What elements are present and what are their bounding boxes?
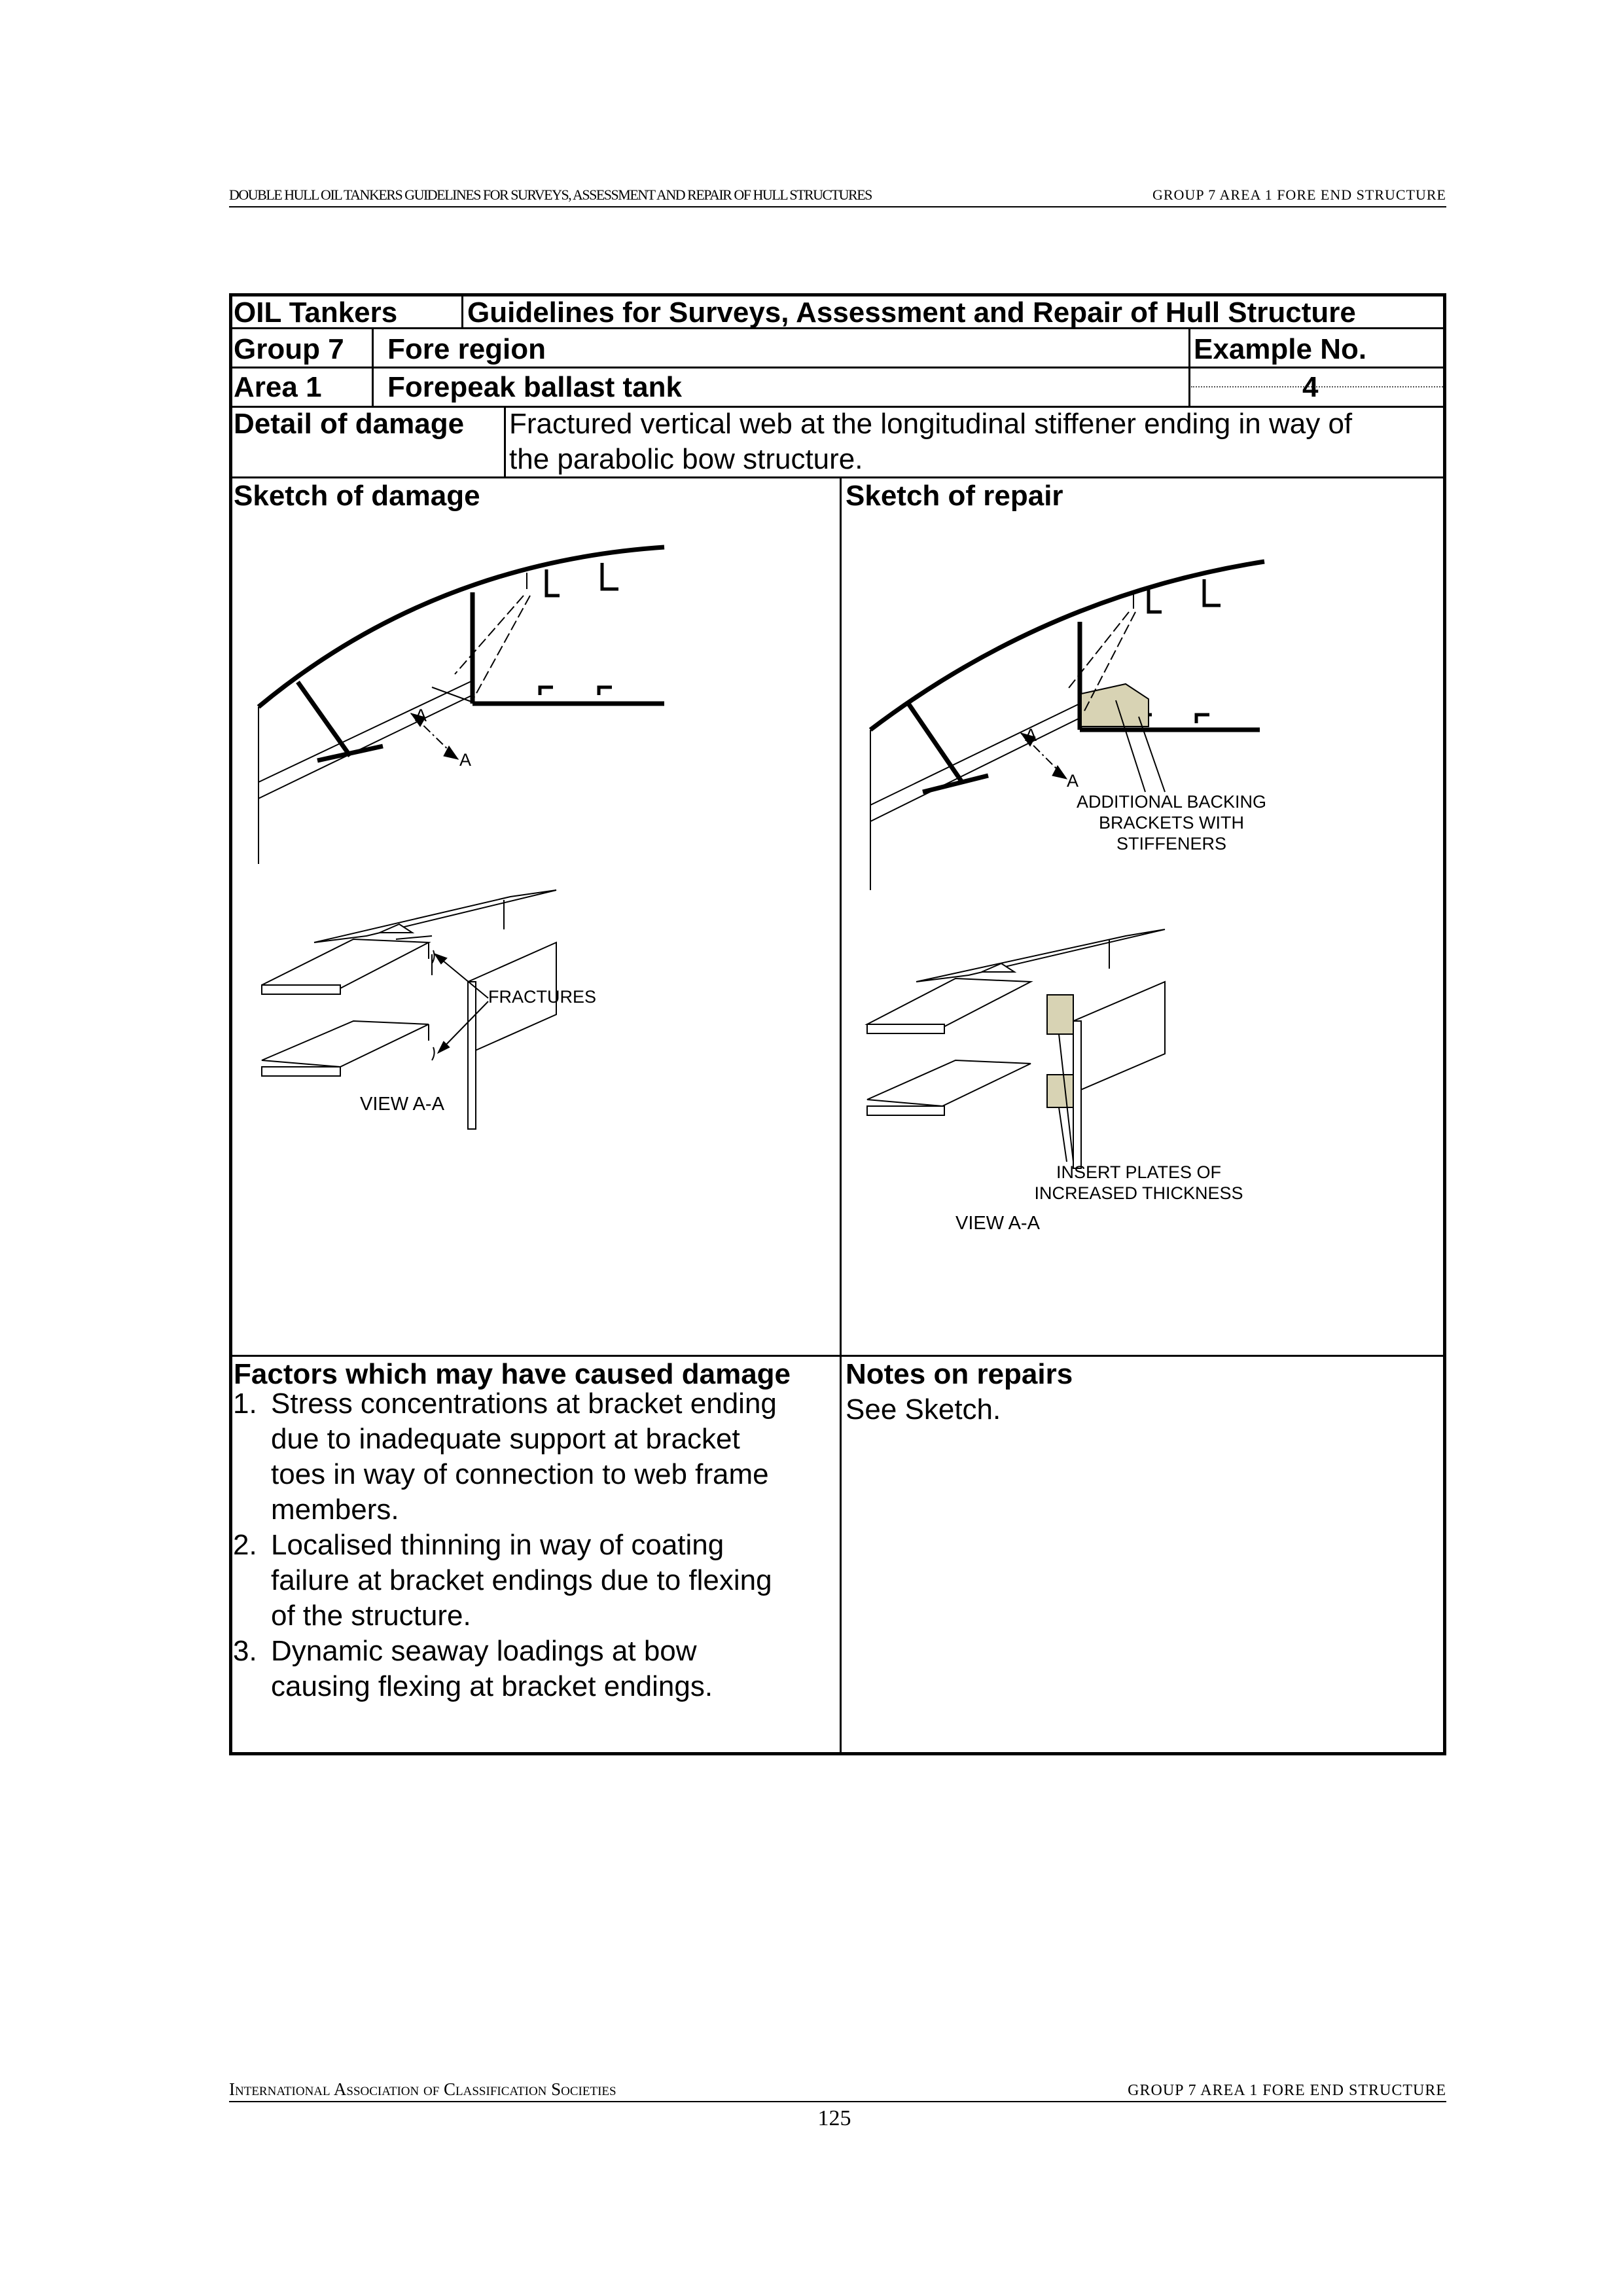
table-rule — [840, 476, 842, 1755]
list-item-line: failure at bracket endings due to flexing — [271, 1564, 772, 1596]
detail-text-line: Fractured vertical web at the longitudinal stiffener ending in way of — [509, 408, 1353, 440]
example-number: 4 — [1302, 371, 1319, 403]
view-aa-label: VIEW A-A — [360, 1094, 444, 1115]
list-item-line: Localised thinning in way of coating — [271, 1529, 724, 1561]
backing-brackets-label: ADDITIONAL BACKING — [1076, 792, 1267, 812]
detail-text-line: the parabolic bow structure. — [509, 443, 863, 475]
detail-label: Detail of damage — [234, 408, 465, 440]
table-rule — [229, 367, 1446, 368]
table-rule — [504, 406, 506, 478]
section-mark-label: A — [1067, 771, 1079, 791]
table-rule — [229, 1355, 1446, 1357]
area-label: Area 1 — [234, 371, 322, 403]
fractures-label: FRACTURES — [488, 987, 597, 1007]
list-item — [233, 1634, 777, 1704]
list-item-number: 1. — [233, 1388, 257, 1420]
list-item-number: 3. — [233, 1635, 257, 1667]
section-mark-label: A — [1025, 725, 1037, 745]
view-aa-label: VIEW A-A — [955, 1213, 1040, 1234]
page-header — [229, 187, 1446, 207]
area-value: Forepeak ballast tank — [387, 371, 682, 403]
backing-brackets-label: BRACKETS WITH — [1098, 813, 1245, 833]
notes-label: Notes on repairs — [846, 1358, 1073, 1390]
view-aa-repair-drawing — [867, 929, 1165, 1168]
section-mark-label: A — [459, 750, 472, 770]
footer-organisation: International Association of Classification Societies — [229, 2079, 616, 2099]
notes-text: See Sketch. — [846, 1393, 1001, 1426]
insert-plate-upper — [1047, 995, 1073, 1034]
list-item — [233, 1528, 777, 1634]
footer-section: GROUP 7 AREA 1 FORE END STRUCTURE — [1128, 2082, 1446, 2099]
insert-plate-lower — [1047, 1075, 1073, 1107]
insert-plates-label: INCREASED THICKNESS — [1034, 1183, 1243, 1203]
header-section: GROUP 7 AREA 1 FORE END STRUCTURE — [1152, 187, 1446, 203]
list-item — [233, 1386, 777, 1528]
list-item-line: of the structure. — [271, 1600, 471, 1632]
page-number: 125 — [817, 2106, 851, 2130]
insert-plates-label: INSERT PLATES OF — [1056, 1162, 1222, 1182]
backing-brackets-label: STIFFENERS — [1116, 834, 1227, 853]
group-label: Group 7 — [234, 333, 344, 365]
damage-sketch — [236, 524, 825, 1178]
factors-label: Factors which may have caused damage — [234, 1358, 791, 1390]
list-item-line: due to inadequate support at bracket — [271, 1423, 740, 1455]
list-item-line: Stress concentrations at bracket ending — [271, 1388, 777, 1420]
section-mark-label: A — [415, 706, 427, 725]
sketch-repair-label: Sketch of repair — [846, 480, 1063, 512]
factors-list — [233, 1386, 777, 1704]
table-rule — [461, 293, 463, 329]
backing-bracket-repair — [1081, 684, 1149, 726]
table-rule — [372, 327, 374, 407]
header-document-title: DOUBLE HULL OIL TANKERS GUIDELINES FOR SURVEYS, ASSESSMENT AND REPAIR OF HULL STRUCTURES — [229, 187, 872, 203]
ship-type: OIL Tankers — [234, 296, 398, 329]
list-item-line: causing flexing at bracket endings. — [271, 1670, 713, 1702]
list-item-line: members. — [271, 1494, 399, 1526]
document-title: Guidelines for Surveys, Assessment and Repair of Hull Structure — [467, 296, 1356, 329]
list-item-number: 2. — [233, 1529, 257, 1561]
sketch-damage-label: Sketch of damage — [234, 480, 480, 512]
example-label: Example No. — [1194, 333, 1367, 365]
bow-section-drawing — [259, 547, 664, 864]
list-item-line: toes in way of connection to web frame — [271, 1458, 769, 1490]
page-footer — [229, 2081, 1446, 2102]
repair-sketch — [851, 524, 1440, 1244]
table-rule — [229, 476, 1446, 478]
group-value: Fore region — [387, 333, 546, 365]
list-item-line: Dynamic seaway loadings at bow — [271, 1635, 697, 1667]
table-rule — [1188, 327, 1190, 407]
